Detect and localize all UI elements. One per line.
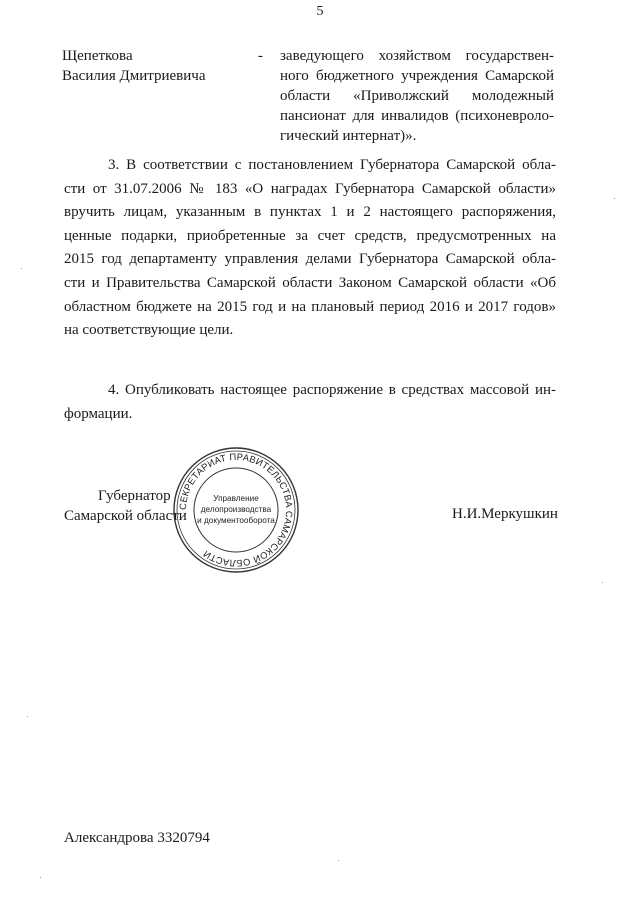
position-line: гический интернат)». — [280, 128, 417, 144]
paragraph-line: сти и Правительства Самарской области Законом Самарской области «Об — [64, 274, 556, 291]
paragraph-4 — [64, 379, 556, 426]
paragraph-line: на соответствующие цели. — [64, 322, 234, 339]
paragraph-line: 4. Опубликовать настоящее распоряжение в средствах массовой ин- — [108, 382, 556, 398]
person-position — [280, 46, 554, 146]
paragraph-line: формации. — [64, 405, 133, 422]
position-line: заведующего хозяйством государствен- — [280, 48, 554, 64]
person-surname: Щепеткова — [62, 48, 133, 64]
paragraph-line: вручить лицам, указанным в пунктах 1 и 2 настоящего распоряжения, — [64, 204, 556, 221]
position-line: пансионат для инвалидов (психоневроло- — [280, 108, 554, 124]
seal-center-line: и документооборота — [197, 516, 275, 525]
seal-center-line: Управление — [213, 494, 259, 503]
position-line: области «Приволжский молодежный — [280, 88, 554, 104]
signatory-title-line: Губернатор — [98, 488, 171, 504]
person-name-block — [62, 46, 206, 86]
position-line: ного бюджетного учреждения Самарской — [280, 68, 554, 84]
signatory-name: Н.И.Меркушкин — [452, 506, 558, 522]
paragraph-line: 3. В соответствии с постановлением Губернатора Самарской обла- — [108, 157, 556, 173]
official-seal-stamp — [172, 446, 300, 574]
paragraph-line: ценные подарки, приобретенные за счет средств, предусмотренных на — [64, 227, 556, 244]
paragraph-line: сти от 31.07.2006 № 183 «О наградах Губернатора Самарской области» — [64, 180, 556, 197]
paragraph-line: 2015 год департаменту управления делами Губернатора Самарской обла- — [64, 251, 556, 268]
page-number: 5 — [316, 4, 324, 19]
signatory-title-line: Самарской области — [64, 508, 187, 524]
paragraph-line: областном бюджете на 2015 год и на плановый период 2016 и 2017 годов» — [64, 298, 556, 315]
seal-ring-text: СЕКРЕТАРИАТ ПРАВИТЕЛЬСТВА САМАРСКОЙ ОБЛАСТИ — [176, 450, 296, 570]
seal-center-line: делопроизводства — [200, 505, 272, 514]
list-dash: - — [258, 48, 263, 64]
author-contact: Александрова 3320794 — [64, 830, 210, 846]
person-given-names: Василия Дмитриевича — [62, 68, 206, 84]
paragraph-3 — [64, 154, 556, 343]
